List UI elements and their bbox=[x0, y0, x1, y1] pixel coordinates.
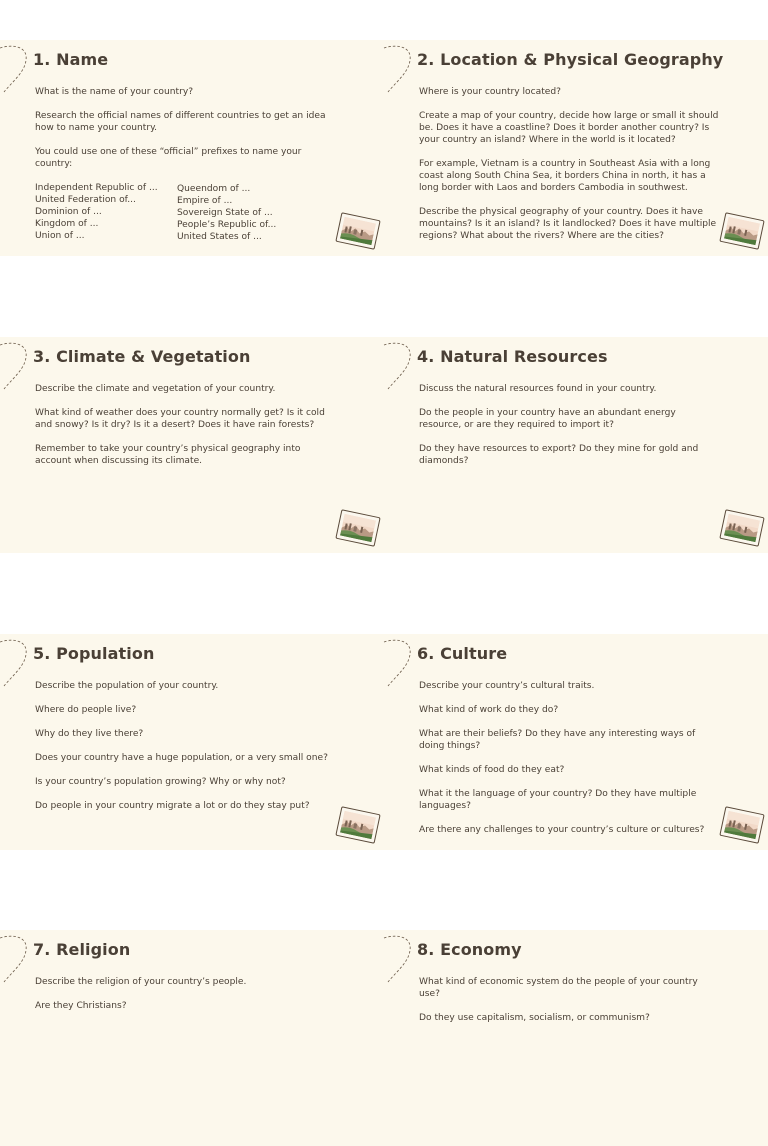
postcard-photo-icon bbox=[335, 212, 380, 250]
card-body bbox=[35, 383, 335, 479]
card-paragraph: Describe the religion of your country’s people. bbox=[35, 977, 247, 987]
card-location bbox=[384, 40, 768, 256]
card-paragraph: Do the people in your country have an abundant energy resource, or are they required to import it? bbox=[419, 408, 676, 430]
prefix-item: Empire of ... bbox=[177, 196, 233, 206]
prefix-item: United Federation of... bbox=[35, 195, 136, 205]
prefix-item: Union of ... bbox=[35, 231, 85, 241]
card-paragraph: Why do they live there? bbox=[35, 729, 144, 739]
card-paragraph: Are they Christians? bbox=[35, 1001, 127, 1011]
card-paragraph: Do they have resources to export? Do they mine for gold and diamonds? bbox=[419, 444, 699, 466]
card-name bbox=[0, 40, 384, 256]
card-paragraph: What kind of weather does your country normally get? Is it cold and snowy? Is it dry? Is it a desert? Does it have rain forests? bbox=[35, 408, 325, 430]
dashed-curl-decoration bbox=[382, 339, 416, 391]
card-paragraph: What are their beliefs? Do they have any interesting ways of doing things? bbox=[419, 729, 696, 751]
card-paragraph: What is the name of your country? bbox=[35, 87, 194, 97]
card-paragraph: Where do people live? bbox=[35, 705, 137, 715]
dashed-curl-decoration bbox=[0, 339, 32, 391]
card-title: 4. Natural Resources bbox=[417, 347, 608, 366]
card-population bbox=[0, 634, 384, 850]
postcard-photo-icon bbox=[719, 509, 764, 547]
card-paragraph: What kind of economic system do the people of your country use? bbox=[419, 977, 698, 999]
card-culture bbox=[384, 634, 768, 850]
dashed-curl-decoration bbox=[382, 636, 416, 688]
prefix-column bbox=[177, 182, 319, 243]
postcard-photo-icon bbox=[719, 806, 764, 844]
prefix-item: Sovereign State of ... bbox=[177, 208, 273, 218]
prefix-item: Independent Republic of ... bbox=[35, 183, 158, 193]
card-paragraph: Describe your country’s cultural traits. bbox=[419, 681, 595, 691]
card-natural-resources bbox=[384, 337, 768, 553]
prefix-column bbox=[35, 182, 177, 243]
card-paragraph: Create a map of your country, decide how large or small it should be. Does it have a coastline? Does it border another country? Is your country an island? Where in the world is it located? bbox=[419, 111, 719, 145]
dashed-curl-decoration bbox=[0, 42, 32, 94]
dashed-curl-decoration bbox=[382, 42, 416, 94]
prefix-item: People’s Republic of... bbox=[177, 220, 277, 230]
dashed-curl-decoration bbox=[0, 932, 32, 984]
card-body bbox=[419, 86, 724, 254]
card-title: 6. Culture bbox=[417, 644, 508, 663]
postcard-photo-icon bbox=[335, 806, 380, 844]
card-paragraph: What kind of work do they do? bbox=[419, 705, 559, 715]
card-paragraph: Describe the physical geography of your country. Does it have mountains? Is it an island? Is it landlocked? Does it have multiple regions? What about the rivers? Where are the cities? bbox=[419, 207, 717, 241]
prefix-item: Queendom of ... bbox=[177, 184, 251, 194]
card-title: 2. Location & Physical Geography bbox=[417, 50, 724, 69]
card-title: 7. Religion bbox=[33, 940, 131, 959]
card-paragraph: Where is your country located? bbox=[419, 87, 561, 97]
dashed-curl-decoration bbox=[0, 636, 32, 688]
card-title: 1. Name bbox=[33, 50, 109, 69]
prefix-item: Dominion of ... bbox=[35, 207, 102, 217]
postcard-photo-icon bbox=[335, 509, 380, 547]
card-body bbox=[35, 86, 335, 243]
card-religion bbox=[0, 930, 384, 1146]
card-title: 5. Population bbox=[33, 644, 155, 663]
card-title: 8. Economy bbox=[417, 940, 522, 959]
card-paragraph: What it the language of your country? Do they have multiple languages? bbox=[419, 789, 697, 811]
dashed-curl-decoration bbox=[382, 932, 416, 984]
card-paragraph: What kinds of food do they eat? bbox=[419, 765, 565, 775]
card-economy bbox=[384, 930, 768, 1146]
postcard-photo-icon bbox=[719, 212, 764, 250]
prefix-item: Kingdom of ... bbox=[35, 219, 99, 229]
card-paragraph: Discuss the natural resources found in your country. bbox=[419, 384, 657, 394]
card-paragraph: Does your country have a huge population, or a very small one? bbox=[35, 753, 328, 763]
card-paragraph: Do people in your country migrate a lot or do they stay put? bbox=[35, 801, 310, 811]
card-body bbox=[35, 680, 335, 824]
card-paragraph: You could use one of these “official” prefixes to name your country: bbox=[35, 147, 302, 169]
prefix-list bbox=[35, 182, 335, 243]
prefix-item: United States of ... bbox=[177, 232, 262, 242]
card-body bbox=[35, 976, 335, 1024]
card-paragraph: Do they use capitalism, socialism, or communism? bbox=[419, 1013, 650, 1023]
card-body bbox=[419, 680, 719, 848]
card-body bbox=[419, 383, 719, 479]
card-paragraph: Research the official names of different countries to get an idea how to name your country. bbox=[35, 111, 326, 133]
card-paragraph: For example, Vietnam is a country in Southeast Asia with a long coast along South China Sea, it borders China in north, it has a long border with Laos and borders Cambodia in southwest. bbox=[419, 159, 711, 193]
card-title: 3. Climate & Vegetation bbox=[33, 347, 251, 366]
card-paragraph: Describe the population of your country. bbox=[35, 681, 219, 691]
card-paragraph: Remember to take your country’s physical geography into account when discussing its climate. bbox=[35, 444, 301, 466]
card-paragraph: Is your country’s population growing? Why or why not? bbox=[35, 777, 286, 787]
card-body bbox=[419, 976, 719, 1036]
card-paragraph: Are there any challenges to your country’s culture or cultures? bbox=[419, 825, 705, 835]
card-paragraph: Describe the climate and vegetation of your country. bbox=[35, 384, 276, 394]
card-climate bbox=[0, 337, 384, 553]
